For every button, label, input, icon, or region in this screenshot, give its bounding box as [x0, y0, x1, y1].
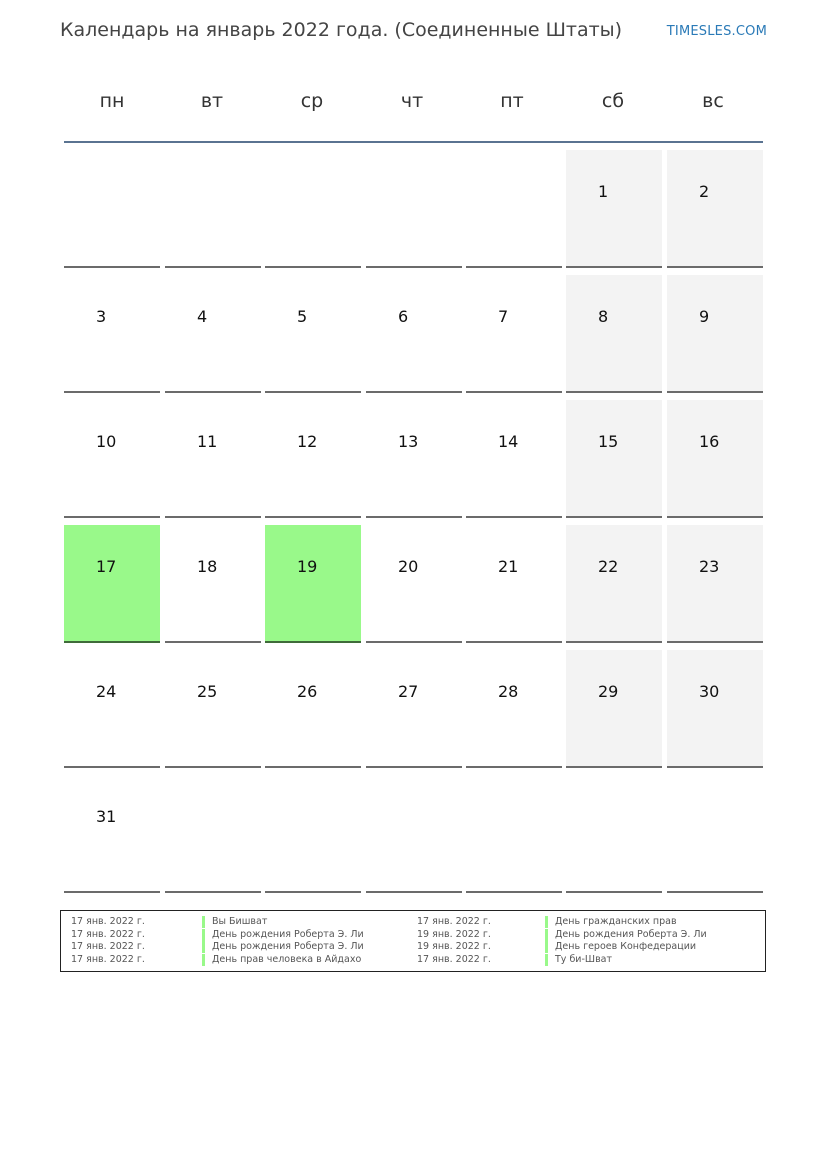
event-name: Вы Бишват — [202, 916, 267, 928]
day-number: 31 — [96, 807, 117, 826]
empty-day-cell — [366, 150, 462, 268]
day-cell[interactable] — [466, 525, 562, 643]
day-number: 5 — [297, 307, 308, 326]
day-cell[interactable] — [566, 400, 662, 518]
empty-day-cell — [165, 150, 261, 268]
day-cell[interactable] — [366, 400, 462, 518]
brand-link[interactable]: TIMESLES.COM — [666, 24, 767, 39]
day-cell[interactable] — [265, 650, 361, 768]
empty-day-cell — [566, 775, 662, 893]
weekday-label-sun: вс — [702, 90, 724, 112]
event-date: 17 янв. 2022 г. — [71, 954, 145, 965]
event-name: День прав человека в Айдахо — [202, 954, 361, 966]
day-number: 17 — [96, 557, 117, 576]
empty-day-cell — [466, 775, 562, 893]
empty-day-cell — [466, 150, 562, 268]
day-number: 24 — [96, 682, 117, 701]
event-name: День рождения Роберта Э. Ли — [545, 929, 707, 941]
day-cell[interactable] — [64, 400, 160, 518]
day-number: 22 — [598, 557, 619, 576]
day-cell[interactable] — [667, 650, 763, 768]
event-name: День героев Конфедерации — [545, 941, 696, 953]
day-cell[interactable] — [366, 275, 462, 393]
day-cell[interactable] — [265, 525, 361, 643]
day-cell[interactable] — [165, 650, 261, 768]
day-cell[interactable] — [64, 275, 160, 393]
weekday-label-tue: вт — [200, 90, 224, 112]
day-number: 11 — [197, 432, 218, 451]
empty-day-cell — [64, 150, 160, 268]
day-number: 9 — [699, 307, 710, 326]
day-cell[interactable] — [64, 525, 160, 643]
event-name: Ту би-Шват — [545, 954, 612, 966]
weekday-label-fri: пт — [500, 90, 524, 112]
header-divider — [64, 141, 763, 143]
day-cell[interactable] — [566, 525, 662, 643]
day-number: 15 — [598, 432, 619, 451]
empty-day-cell — [667, 775, 763, 893]
event-name: День рождения Роберта Э. Ли — [202, 941, 364, 953]
event-name: День гражданских прав — [545, 916, 677, 928]
weekday-label-sat: сб — [601, 90, 625, 112]
day-number: 8 — [598, 307, 609, 326]
day-number: 7 — [498, 307, 509, 326]
day-number: 1 — [598, 182, 609, 201]
weekday-label-mon: пн — [99, 90, 125, 112]
event-date: 19 янв. 2022 г. — [417, 941, 491, 952]
day-cell[interactable] — [566, 650, 662, 768]
day-cell[interactable] — [667, 150, 763, 268]
empty-day-cell — [265, 150, 361, 268]
day-cell[interactable] — [566, 275, 662, 393]
day-cell[interactable] — [165, 400, 261, 518]
day-cell[interactable] — [466, 275, 562, 393]
day-number: 28 — [498, 682, 519, 701]
day-number: 3 — [96, 307, 107, 326]
day-number: 23 — [699, 557, 720, 576]
day-cell[interactable] — [667, 525, 763, 643]
day-cell[interactable] — [265, 275, 361, 393]
event-name: День рождения Роберта Э. Ли — [202, 929, 364, 941]
page-title: Календарь на январь 2022 года. (Соединенные Штаты) — [60, 19, 623, 41]
day-number: 26 — [297, 682, 318, 701]
day-number: 6 — [398, 307, 409, 326]
day-cell[interactable] — [165, 275, 261, 393]
event-date: 17 янв. 2022 г. — [71, 941, 145, 952]
day-cell[interactable] — [466, 650, 562, 768]
day-number: 29 — [598, 682, 619, 701]
day-cell[interactable] — [366, 525, 462, 643]
day-cell[interactable] — [667, 400, 763, 518]
day-number: 10 — [96, 432, 117, 451]
event-date: 17 янв. 2022 г. — [71, 929, 145, 940]
day-cell[interactable] — [265, 400, 361, 518]
empty-day-cell — [265, 775, 361, 893]
day-number: 4 — [197, 307, 208, 326]
day-cell[interactable] — [366, 650, 462, 768]
day-number: 19 — [297, 557, 318, 576]
day-number: 2 — [699, 182, 710, 201]
weekday-label-wed: ср — [300, 90, 324, 112]
event-date: 17 янв. 2022 г. — [71, 916, 145, 927]
event-date: 17 янв. 2022 г. — [417, 916, 491, 927]
event-date: 17 янв. 2022 г. — [417, 954, 491, 965]
day-cell[interactable] — [165, 525, 261, 643]
day-number: 13 — [398, 432, 419, 451]
day-number: 12 — [297, 432, 318, 451]
day-number: 25 — [197, 682, 218, 701]
event-date: 19 янв. 2022 г. — [417, 929, 491, 940]
day-cell[interactable] — [64, 775, 160, 893]
day-number: 27 — [398, 682, 419, 701]
day-number: 20 — [398, 557, 419, 576]
day-number: 14 — [498, 432, 519, 451]
day-cell[interactable] — [566, 150, 662, 268]
day-number: 21 — [498, 557, 519, 576]
day-cell[interactable] — [64, 650, 160, 768]
empty-day-cell — [165, 775, 261, 893]
day-number: 16 — [699, 432, 720, 451]
weekday-label-thu: чт — [400, 90, 424, 112]
events-legend — [60, 910, 766, 972]
weekday-header-row — [64, 90, 764, 120]
day-cell[interactable] — [667, 275, 763, 393]
day-cell[interactable] — [466, 400, 562, 518]
day-number: 30 — [699, 682, 720, 701]
empty-day-cell — [366, 775, 462, 893]
day-number: 18 — [197, 557, 218, 576]
